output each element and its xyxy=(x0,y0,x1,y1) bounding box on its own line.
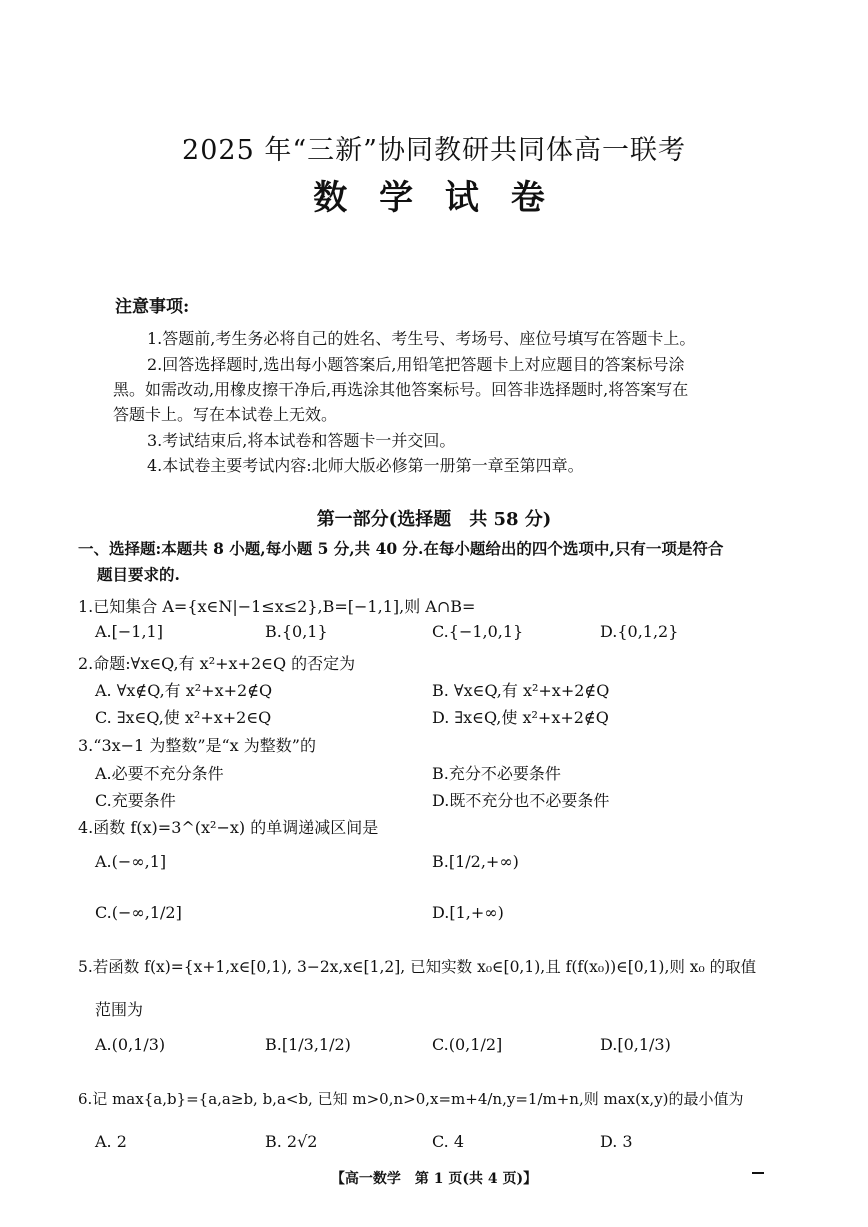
notice-line-2c: 答题卡上。写在本试卷上无效。 xyxy=(113,405,338,424)
notice-line-2b: 黑。如需改动,用橡皮擦干净后,再选涂其他答案标号。回答非选择题时,将答案写在 xyxy=(113,380,689,399)
question-1-option-b: B.{0,1} xyxy=(265,622,328,641)
question-4-stem: 4.函数 f(x)=3^(x²−x) 的单调递减区间是 xyxy=(78,818,379,837)
question-5-stem-cont: 范围为 xyxy=(95,1000,144,1019)
question-1-option-d: D.{0,1,2} xyxy=(600,622,679,641)
notice-line-2a: 2.回答选择题时,选出每小题答案后,用铅笔把答题卡上对应题目的答案标号涂 xyxy=(147,355,685,374)
question-5-option-c: C.(0,1/2] xyxy=(432,1035,503,1054)
notice-line-3: 3.考试结束后,将本试卷和答题卡一并交回。 xyxy=(147,431,456,450)
question-1-option-a: A.[−1,1] xyxy=(95,622,163,641)
question-3-option-d: D.既不充分也不必要条件 xyxy=(432,791,610,810)
question-4-option-d: D.[1,+∞) xyxy=(432,903,504,922)
question-5-option-b: B.[1/3,1/2) xyxy=(265,1035,351,1054)
question-6-option-a: A. 2 xyxy=(95,1132,127,1151)
page-footer: 【高一数学 第 1 页(共 4 页)】 xyxy=(330,1171,538,1187)
question-3-option-c: C.充要条件 xyxy=(95,791,176,810)
question-4-option-a: A.(−∞,1] xyxy=(95,852,167,871)
question-2-option-b: B. ∀x∈Q,有 x²+x+2∉Q xyxy=(432,681,610,700)
question-3-option-b: B.充分不必要条件 xyxy=(432,764,561,783)
notice-line-4: 4.本试卷主要考试内容:北师大版必修第一册第一章至第四章。 xyxy=(147,456,584,475)
question-3-stem: 3.“3x−1 为整数”是“x 为整数”的 xyxy=(78,736,316,755)
corner-dash xyxy=(752,1172,764,1174)
question-2-option-d: D. ∃x∈Q,使 x²+x+2∉Q xyxy=(432,708,609,727)
question-6-option-c: C. 4 xyxy=(432,1132,465,1151)
question-2-option-a: A. ∀x∉Q,有 x²+x+2∉Q xyxy=(95,681,273,700)
section-instruction: 一、选择题:本题共 8 小题,每小题 5 分,共 40 分.在每小题给出的四个选项中,只有一项是符合 xyxy=(78,539,724,558)
question-4-option-c: C.(−∞,1/2] xyxy=(95,903,182,922)
part-heading: 第一部分(选择题 共 58 分) xyxy=(316,509,552,530)
notice-heading: 注意事项: xyxy=(115,297,190,317)
question-3-option-a: A.必要不充分条件 xyxy=(95,764,224,783)
question-5-option-d: D.[0,1/3) xyxy=(600,1035,671,1054)
question-6-option-d: D. 3 xyxy=(600,1132,633,1151)
question-1-option-c: C.{−1,0,1} xyxy=(432,622,524,641)
question-4-option-b: B.[1/2,+∞) xyxy=(432,852,519,871)
notice-line-1: 1.答题前,考生务必将自己的姓名、考生号、考场号、座位号填写在答题卡上。 xyxy=(147,329,696,348)
question-2-option-c: C. ∃x∈Q,使 x²+x+2∈Q xyxy=(95,708,272,727)
question-1-stem: 1.已知集合 A={x∈N|−1≤x≤2},B=[−1,1],则 A∩B= xyxy=(78,597,476,616)
question-5-option-a: A.(0,1/3) xyxy=(95,1035,166,1054)
exam-subtitle: 数 学 试 卷 xyxy=(313,178,555,218)
question-6-option-b: B. 2√2 xyxy=(265,1132,318,1151)
question-6-stem: 6.记 max{a,b}={a,a≥b, b,a<b, 已知 m>0,n>0,x=m+4/n,y=1/m+n,则 max(x,y)的最小值为 xyxy=(78,1090,744,1108)
exam-title: 2025 年“三新”协同教研共同体高一联考 xyxy=(182,135,686,166)
section-instruction-cont: 题目要求的. xyxy=(97,565,180,584)
question-5-stem: 5.若函数 f(x)={x+1,x∈[0,1), 3−2x,x∈[1,2], 已知实数 x₀∈[0,1),且 f(f(x₀))∈[0,1),则 x₀ 的取值 xyxy=(78,958,757,976)
question-2-stem: 2.命题:∀x∈Q,有 x²+x+2∈Q 的否定为 xyxy=(78,654,356,673)
